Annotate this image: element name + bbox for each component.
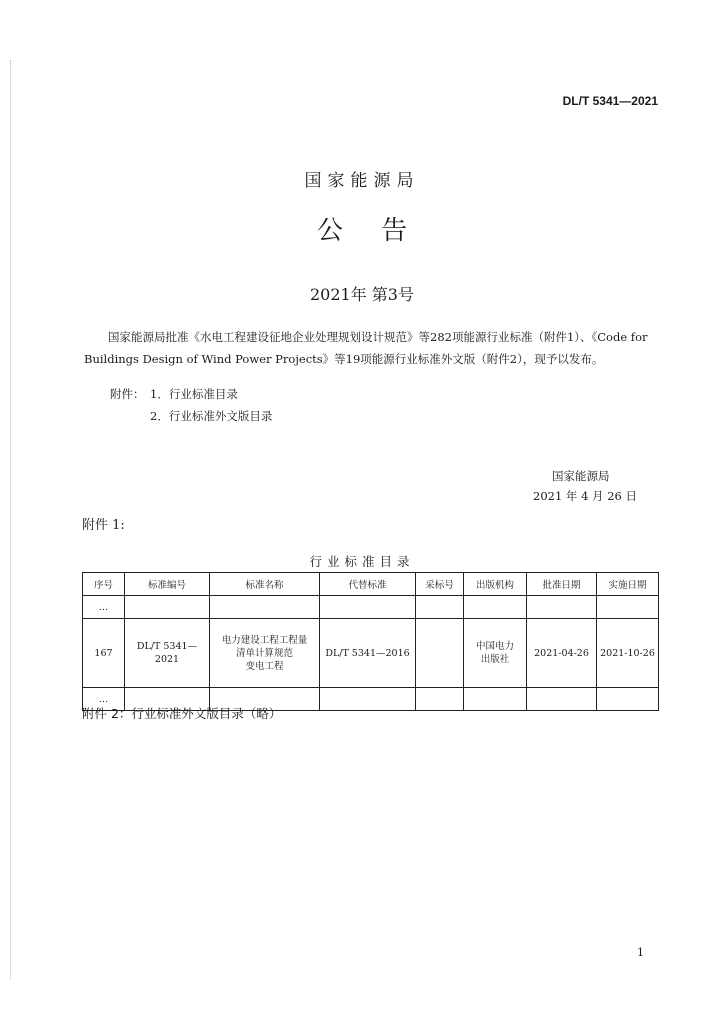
name-cell [210,619,320,688]
code-line: DL/T 5341— [136,641,198,652]
appendix1-label: 附件 1: [82,518,125,533]
notice-title: 公 告 [316,216,408,246]
table-row [83,596,659,619]
publisher-cell [464,619,527,688]
replaces-cell: DL/T 5341—2016 [320,619,416,688]
adopted-cell [416,619,464,688]
column-header: 序号 [83,573,125,596]
table-title: 行业标准目录 [309,554,415,569]
table-header-row [83,573,659,596]
publisher-line: 出版社 [480,654,510,665]
column-header: 出版机构 [464,573,527,596]
standards-table [82,572,659,711]
column-header: 批准日期 [527,573,597,596]
column-header: 实施日期 [597,573,659,596]
announcement-body [84,326,664,370]
effective-date-cell: 2021-10-26 [597,619,659,688]
code-line: 2021 [154,654,180,665]
attachments-label: 附件： [110,387,145,401]
page-number: 1 [637,946,644,959]
column-header: 标准编号 [125,573,210,596]
ellipsis-cell: … [83,596,125,619]
code-cell [125,619,210,688]
column-header: 代替标准 [320,573,416,596]
publisher-line: 中国电力 [475,641,514,652]
appendix2-label: 附件 2：行业标准外文版目录（略） [82,706,282,721]
attachment-item: 1．行业标准目录 [150,387,238,401]
signature-agency: 国家能源局 [552,469,610,483]
issuing-agency: 国家能源局 [304,171,420,191]
name-line: 变电工程 [245,660,284,672]
column-header: 采标号 [416,573,464,596]
column-header: 标准名称 [210,573,320,596]
scan-edge [10,60,11,980]
attachment-item: 2．行业标准外文版目录 [150,409,273,423]
name-line: 电力建设工程工程量 [221,634,308,646]
notice-number: 2021年 第3号 [310,285,414,304]
standard-code: DL/T 5341—2021 [562,94,658,108]
announcement-paragraph: 国家能源局批准《水电工程建设征地企业处理规划设计规范》等282项能源行业标准（附件1）、《Code for Buildings Design of Wind Power Projects》等19项能源行业标准外文版（附件2），现予以发布。 [84,330,648,366]
ellipsis-cell: … [83,688,125,711]
name-line: 清单计算规范 [235,647,293,659]
table-row [83,619,659,688]
seq-cell: 167 [83,619,125,688]
signature-date: 2021 年 4 月 26 日 [533,489,637,503]
approval-date-cell: 2021-04-26 [527,619,597,688]
